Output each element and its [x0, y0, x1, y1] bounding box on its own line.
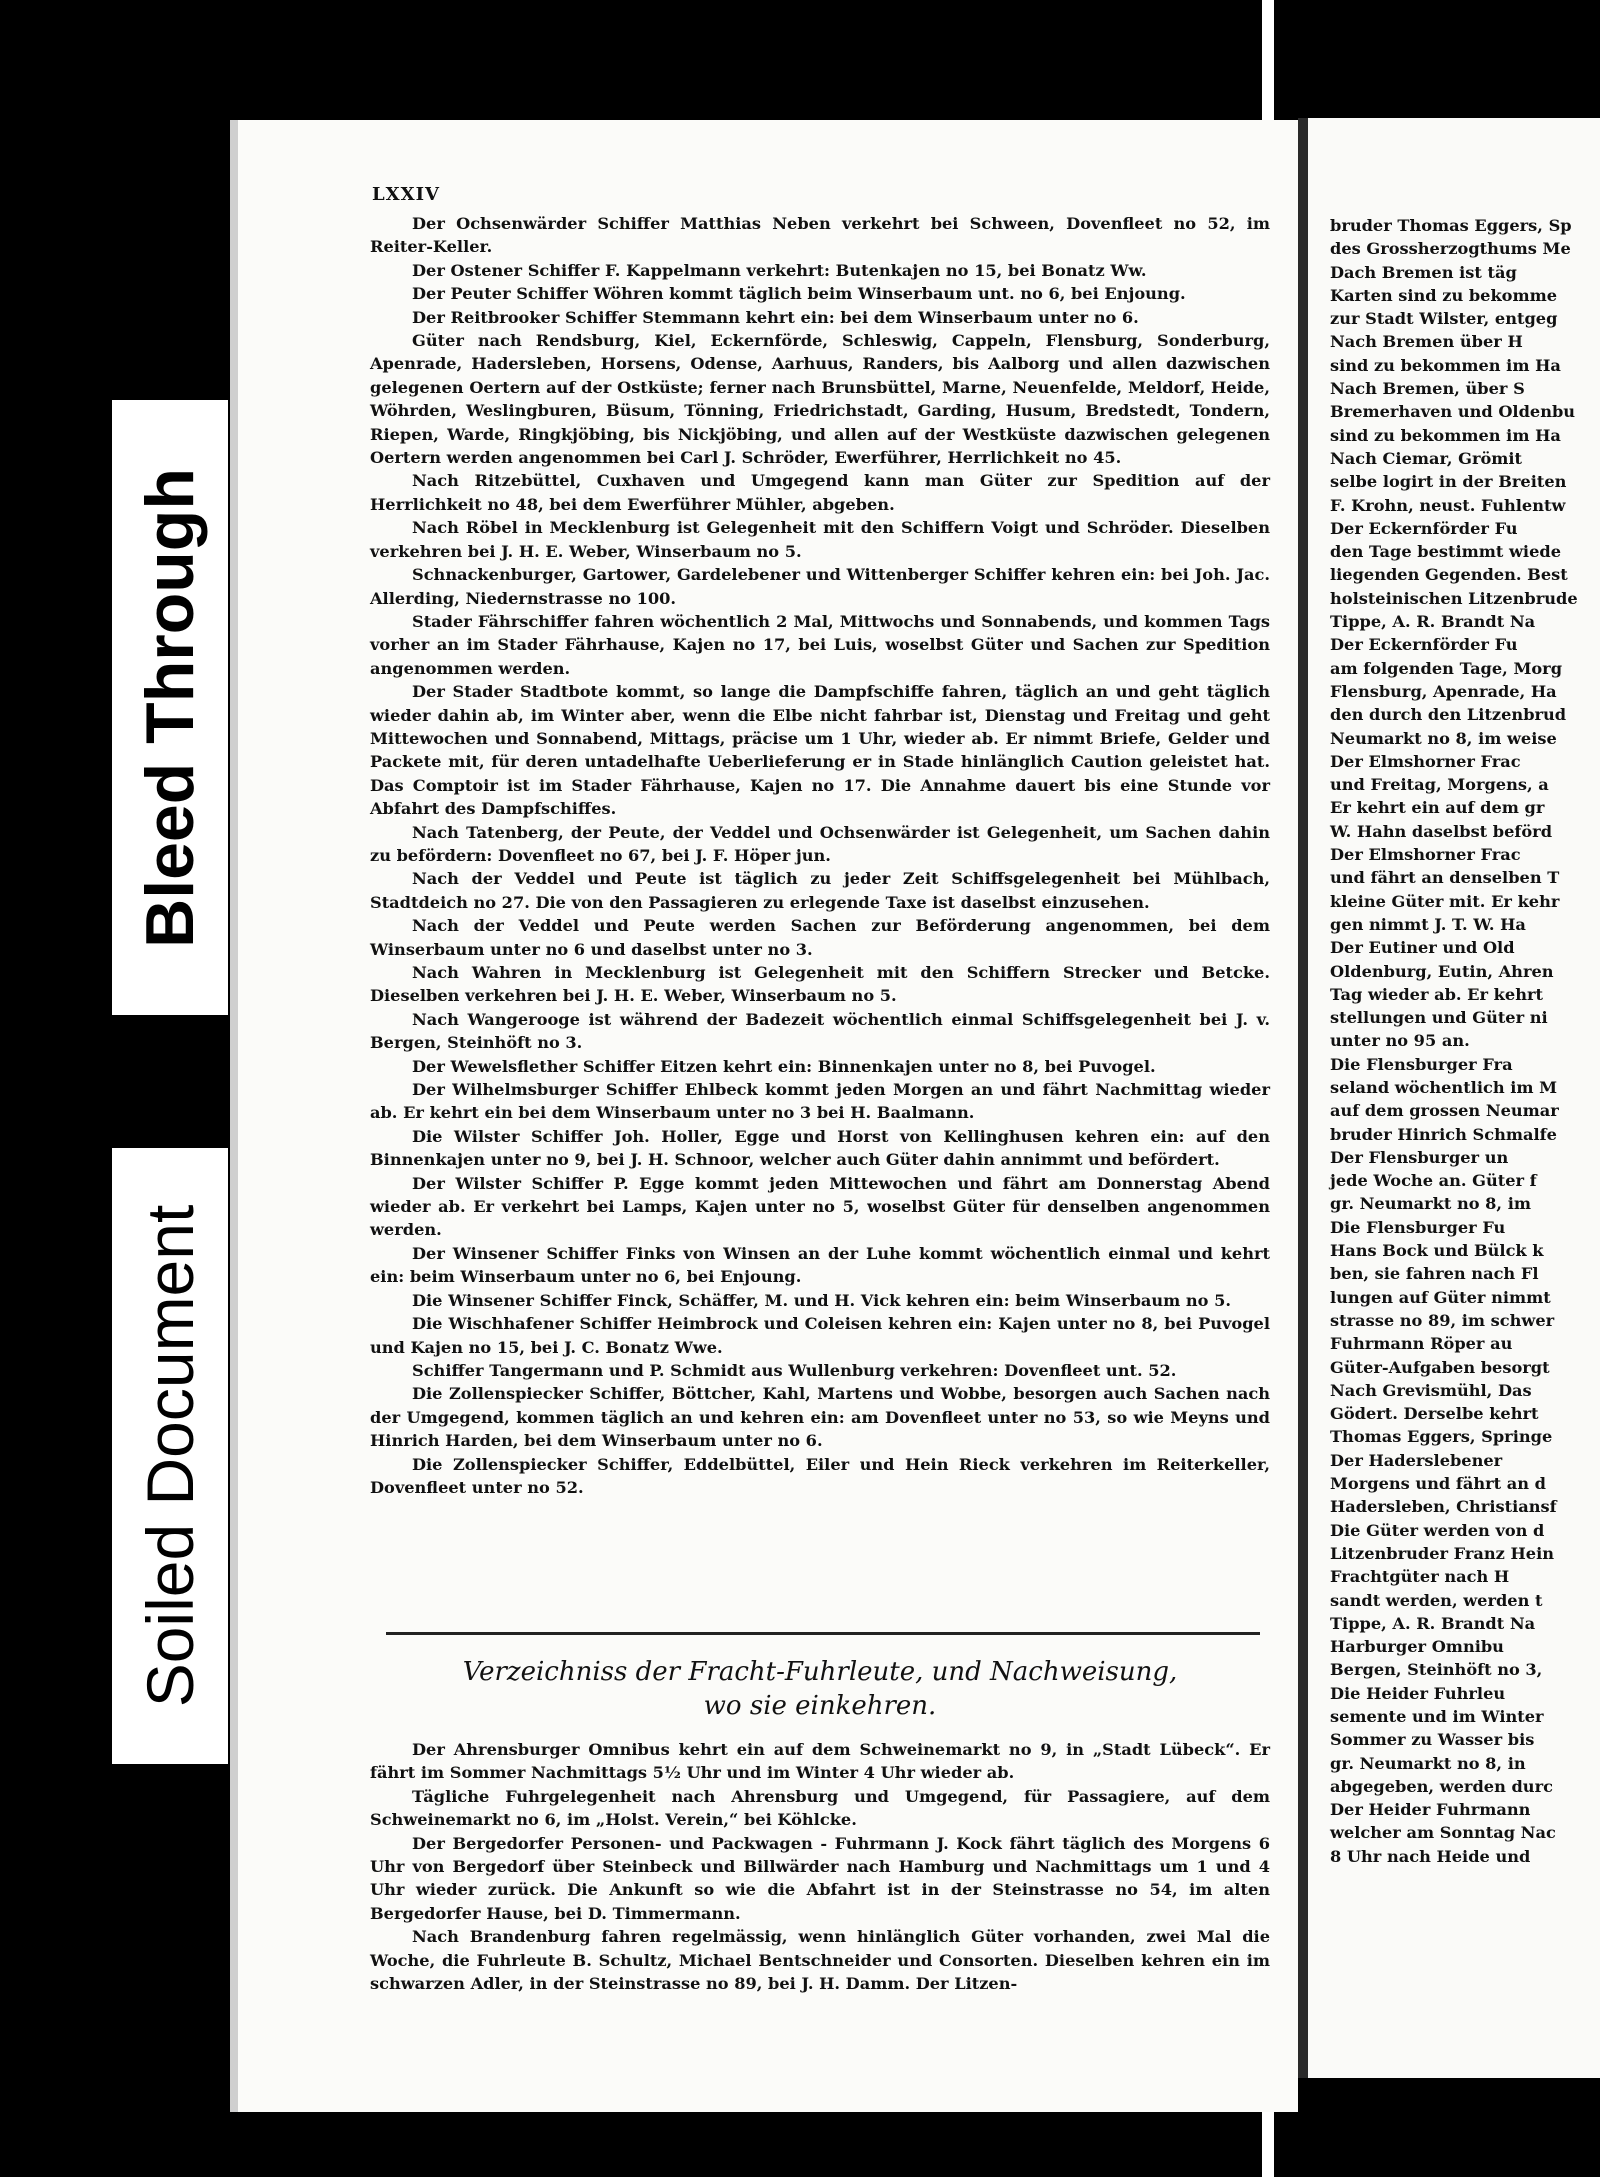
text-line: Tippe, A. R. Brandt Na — [1330, 612, 1536, 632]
section-title-line: Verzeichniss der Fracht-Fuhrleute, und Nachweisung, — [462, 1657, 1178, 1687]
bleed-through-label — [112, 400, 228, 1015]
text-line: Frachtgüter nach H — [1330, 1567, 1510, 1587]
paragraph: Stader Fährschiffer fahren wöchentlich 2 Mal, Mittwochs und Sonnabends, und kommen Tags vorher an im Stader Fährhause, Kajen no 17, bei Luis, woselbst Güter und Sachen zur Spedition angenommen werden. — [370, 611, 1270, 678]
text-line: Dach Bremen ist täg — [1330, 262, 1517, 282]
text-line: abgegeben, werden durc — [1330, 1776, 1553, 1796]
paragraph: Der Ostener Schiffer F. Kappelmann verkehrt: Butenkajen no 15, bei Bonatz Ww. — [412, 260, 1147, 280]
text-line: Thomas Eggers, Springe — [1330, 1427, 1553, 1447]
text-line: den durch den Litzenbrud — [1330, 705, 1567, 725]
paragraph: Nach Röbel in Mecklenburg ist Gelegenheit mit den Schiffern Voigt und Schröder. Dieselben verkehren bei J. H. E. Weber, Winserbaum no 5. — [370, 518, 1270, 561]
paragraph: Der Winsener Schiffer Finks von Winsen an der Luhe kommt wöchentlich einmal und kehrt ein: beim Winserbaum unter no 6, bei Enjoung. — [370, 1243, 1270, 1287]
text-line: F. Krohn, neust. Fuhlentw — [1330, 495, 1566, 515]
text-line: Der Eckernförder Fu — [1330, 635, 1518, 655]
text-line: sandt werden, werden t — [1330, 1590, 1543, 1610]
text-line: und Freitag, Morgens, a — [1330, 775, 1549, 795]
paragraph: Der Wilhelmsburger Schiffer Ehlbeck kommt jeden Morgen an und fährt Nachmittag wieder ab. Er kehrt ein bei dem Winserbaum unter no 3 bei H. Baalmann. — [370, 1080, 1270, 1123]
text-line: sind zu bekommen im Ha — [1330, 355, 1561, 375]
paragraph: Nach der Veddel und Peute ist täglich zu jeder Zeit Schiffsgelegenheit bei Mühlbach, Stadtdeich no 27. Die von den Passagieren zu erlegende Taxe ist daselbst einzusehen. — [370, 869, 1270, 912]
text-line: gen nimmt J. T. W. Ha — [1330, 914, 1526, 934]
text-line: Die Güter werden von d — [1330, 1520, 1545, 1540]
text-line: strasse no 89, im schwer — [1330, 1310, 1555, 1330]
text-line: sind zu bekommen im Ha — [1330, 425, 1561, 445]
text-line: Nach Bremen über H — [1330, 332, 1523, 352]
left-page — [230, 120, 1298, 2112]
paragraph: Nach Brandenburg fahren regelmässig, wenn hinlänglich Güter vorhanden, zwei Mal die Woche, die Fuhrleute B. Schultz, Michael Bentschneider und Consorten. Dieselben kehren ein im schwarzen Adler, in der Steinstrasse no 89, bei J. H. Damm. Der Litzen- — [370, 1927, 1270, 1994]
text-line: Flensburg, Apenrade, Ha — [1330, 681, 1557, 701]
text-line: holsteinischen Litzenbrude — [1330, 588, 1578, 608]
text-line: zur Stadt Wilster, entgeg — [1330, 309, 1558, 329]
binding-strip — [1262, 0, 1274, 120]
text-line: Güter-Aufgaben besorgt — [1330, 1357, 1550, 1377]
text-line: Die Flensburger Fra — [1330, 1054, 1513, 1074]
text-line: selbe logirt in der Breiten — [1330, 472, 1567, 492]
section-title — [370, 1655, 1270, 1723]
text-line: des Grossherzogthums Me — [1330, 239, 1571, 259]
text-line: Oldenburg, Eutin, Ahren — [1330, 961, 1554, 981]
paragraph: Der Wilster Schiffer P. Egge kommt jeden Mittewochen und fährt am Donnerstag Abend wieder ab. Er verkehrt bei Lamps, Kajen unter no 5, woselbst Güter für denselben angenommen werden. — [370, 1173, 1270, 1240]
text-line: bruder Thomas Eggers, Sp — [1330, 216, 1572, 235]
paragraph: Schnackenburger, Gartower, Gardelebener und Wittenberger Schiffer kehren ein: bei Joh. Jac. Allerding, Niedernstrasse no 100. — [370, 565, 1270, 608]
text-line: am folgenden Tage, Morg — [1330, 658, 1563, 678]
paragraph: Der Peuter Schiffer Wöhren kommt täglich beim Winserbaum unt. no 6, bei Enjoung. — [412, 284, 1186, 304]
paragraph: Tägliche Fuhrgelegenheit nach Ahrensburg und Umgegend, für Passagiere, auf dem Schweinemarkt no 6, im „Holst. Verein,“ bei Köhlcke. — [370, 1786, 1270, 1830]
text-line: Der Flensburger un — [1330, 1147, 1509, 1167]
text-line: Neumarkt no 8, im weise — [1330, 728, 1557, 748]
text-line: Nach Bremen, über S — [1330, 379, 1525, 399]
text-line: lungen auf Güter nimmt — [1330, 1287, 1551, 1307]
paragraph: Nach der Veddel und Peute werden Sachen zur Beförderung angenommen, bei dem Winserbaum unter no 6 und daselbst unter no 3. — [370, 916, 1270, 959]
soiled-document-label — [112, 1148, 228, 1764]
paragraph: Nach Tatenberg, der Peute, der Veddel und Ochsenwärder ist Gelegenheit, um Sachen dahin zu befördern: Dovenfleet no 67, bei J. F. Höper jun. — [370, 822, 1270, 865]
right-page-body — [1330, 214, 1600, 1868]
text-line: Der Elmshorner Frac — [1330, 751, 1521, 771]
text-line: Der Eutiner und Old — [1330, 938, 1515, 958]
text-line: welcher am Sonntag Nac — [1330, 1823, 1556, 1843]
paragraph: Nach Wahren in Mecklenburg ist Gelegenheit mit den Schiffern Strecker und Betcke. Dieselben verkehren bei J. H. E. Weber, Winserbaum no 5. — [370, 963, 1270, 1006]
text-line: bruder Hinrich Schmalfe — [1330, 1124, 1557, 1144]
paragraph: Nach Ritzebüttel, Cuxhaven und Umgegend kann man Güter zur Spedition auf der Herrlichkeit no 48, bei dem Ewerführer Mühler, abgeben. — [370, 471, 1270, 514]
text-line: Nach Grevismühl, Das — [1330, 1380, 1532, 1400]
text-line: ben, sie fahren nach Fl — [1330, 1264, 1539, 1284]
text-line: semente und im Winter — [1330, 1707, 1544, 1726]
paragraph: Der Reitbrooker Schiffer Stemmann kehrt ein: bei dem Winserbaum unter no 6. — [412, 307, 1139, 327]
text-line: gr. Neumarkt no 8, in — [1330, 1753, 1526, 1773]
soiled-document-label-text: Soiled Document — [133, 1204, 207, 1708]
text-line: stellungen und Güter ni — [1330, 1008, 1548, 1028]
text-line: Gödert. Derselbe kehrt — [1330, 1404, 1539, 1424]
bleed-through-label-text: Bleed Through — [132, 467, 208, 948]
text-line: den Tage bestimmt wiede — [1330, 542, 1561, 562]
text-line: Hans Bock und Bülck k — [1330, 1241, 1544, 1261]
paragraph: Die Zollenspiecker Schiffer, Eddelbüttel, Eiler und Hein Rieck verkehren im Reiterkeller, Dovenfleet unter no 52. — [370, 1454, 1270, 1497]
paragraph: Güter nach Rendsburg, Kiel, Eckernförde, Schleswig, Cappeln, Flensburg, Sonderburg, Apenrade, Hadersleben, Horsens, Odense, Aarhuus, Randers, bis Aalborg und allen dazwischen gelegenen Oertern auf der Ostküste; ferner nach Brunsbüttel, Marne, Neuenfelde, Meldorf, Heide, Wöhrden, Weslingburen, Büsum, Tönning, Friedrichstadt, Garding, Husum, Bredstedt, Tondern, Riepen, Warde, Ringkjöbing, bis Nickjöbing, und allen auf der Westküste dazwischen gelegenen Oertern werden angenommen bei Carl J. Schröder, Ewerführer, Herrlichkeit no 45. — [370, 331, 1270, 468]
text-line: Harburger Omnibu — [1330, 1637, 1504, 1657]
right-page — [1298, 118, 1600, 2078]
text-line: Der Heider Fuhrmann — [1330, 1800, 1531, 1820]
page-number: LXXIV — [372, 184, 440, 205]
paragraph: Der Stader Stadtbote kommt, so lange die Dampfschiffe fahren, täglich an und geht täglich wieder dahin ab, im Winter aber, wenn die Elbe nicht fahrbar ist, Dienstag und Freitag und geht Mittewochen und Sonnabend, Mittags, präcise um 1 Uhr, wieder ab. Er nimmt Briefe, Gelder und Packete mit, für deren untadelhafte Ueberlieferung er in Stade hinlänglich Caution geleistet hat. Das Comptoir ist im Stader Fährhause, Kajen no 17. Die Annahme dauert bis eine Stunde vor Abfahrt des Dampfschiffes. — [370, 682, 1270, 819]
section-divider — [386, 1632, 1260, 1635]
text-line: Bergen, Steinhöft no 3, — [1330, 1660, 1543, 1680]
text-line: unter no 95 an. — [1330, 1031, 1470, 1051]
text-line: Er kehrt ein auf dem gr — [1330, 798, 1545, 818]
paragraph: Der Wewelsflether Schiffer Eitzen kehrt ein: Binnenkajen unter no 8, bei Puvogel. — [412, 1056, 1156, 1076]
text-line: Die Flensburger Fu — [1330, 1217, 1506, 1237]
paragraph: Die Zollenspiecker Schiffer, Böttcher, Kahl, Martens und Wobbe, besorgen auch Sachen nach der Umgegend, kommen täglich an und kehren ein: am Dovenfleet unter no 53, so wie Meyns und Hinrich Harden, bei dem Winserbaum unter no 6. — [370, 1384, 1270, 1451]
text-line: Sommer zu Wasser bis — [1330, 1730, 1535, 1750]
paragraph: Die Winsener Schiffer Finck, Schäffer, M. und H. Vick kehren ein: beim Winserbaum no 5. — [412, 1290, 1232, 1310]
text-line: Der Eckernförder Fu — [1330, 518, 1518, 538]
paragraph: Die Wilster Schiffer Joh. Holler, Egge und Horst von Kellinghusen kehren ein: auf den Binnenkajen unter no 9, bei J. H. Schnoor, welcher auch Güter dahin annimmt und befördert. — [370, 1126, 1270, 1170]
text-line: Hadersleben, Christiansf — [1330, 1497, 1557, 1517]
text-line: Karten sind zu bekomme — [1330, 285, 1558, 305]
text-line: W. Hahn daselbst beförd — [1330, 821, 1553, 841]
binding-strip — [1262, 2112, 1274, 2177]
text-line: liegenden Gegenden. Best — [1330, 565, 1568, 585]
page-body — [370, 212, 1270, 1499]
paragraph: Der Bergedorfer Personen- und Packwagen - Fuhrmann J. Kock fährt täglich des Morgens 6 Uhr von Bergedorf über Steinbeck und Billwärder nach Hamburg und Nachmittags um 1 und 4 Uhr wieder zurück. Die Ankunft so wie die Abfahrt ist in der Steinstrasse no 54, im alten Bergedorfer Hause, bei D. Timmermann. — [370, 1833, 1270, 1923]
text-line: Der Haderslebener — [1330, 1450, 1503, 1470]
paragraph: Nach Wangerooge ist während der Badezeit wöchentlich einmal Schiffsgelegenheit bei J. v. Bergen, Steinhöft no 3. — [370, 1009, 1270, 1053]
text-line: Nach Ciemar, Grömit — [1330, 448, 1523, 468]
text-line: Die Heider Fuhrleu — [1330, 1683, 1506, 1703]
text-line: Tag wieder ab. Er kehrt — [1330, 984, 1543, 1004]
paragraph: Schiffer Tangermann und P. Schmidt aus Wullenburg verkehren: Dovenfleet unt. 52. — [412, 1360, 1177, 1380]
text-line: Bremerhaven und Oldenbu — [1330, 402, 1576, 422]
section-body — [370, 1738, 1270, 1995]
text-line: Fuhrmann Röper au — [1330, 1334, 1513, 1354]
text-line: auf dem grossen Neumar — [1330, 1101, 1559, 1121]
paragraph: Die Wischhafener Schiffer Heimbrock und Coleisen kehren ein: Kajen unter no 8, bei Puvogel und Kajen no 15, bei J. C. Bonatz Wwe. — [370, 1314, 1270, 1357]
text-line: seland wöchentlich im M — [1330, 1077, 1558, 1097]
paragraph: Der Ochsenwärder Schiffer Matthias Neben verkehrt bei Schween, Dovenfleet no 52, im Reiter-Keller. — [370, 214, 1270, 257]
text-line: kleine Güter mit. Er kehr — [1330, 891, 1560, 911]
text-line: Morgens und fährt an d — [1330, 1474, 1546, 1494]
text-line: jede Woche an. Güter f — [1330, 1171, 1537, 1191]
section-title-line: wo sie einkehren. — [703, 1691, 937, 1721]
text-line: Der Elmshorner Frac — [1330, 845, 1521, 865]
text-line: gr. Neumarkt no 8, im — [1330, 1194, 1531, 1214]
text-line: Litzenbruder Franz Hein — [1330, 1543, 1555, 1563]
text-line: 8 Uhr nach Heide und — [1330, 1846, 1531, 1866]
text-line: Tippe, A. R. Brandt Na — [1330, 1613, 1536, 1633]
text-line: und fährt an denselben T — [1330, 868, 1560, 888]
paragraph: Der Ahrensburger Omnibus kehrt ein auf dem Schweinemarkt no 9, in „Stadt Lübeck“. Er fährt im Sommer Nachmittags 5½ Uhr und im Winter 4 Uhr wieder ab. — [370, 1740, 1270, 1783]
